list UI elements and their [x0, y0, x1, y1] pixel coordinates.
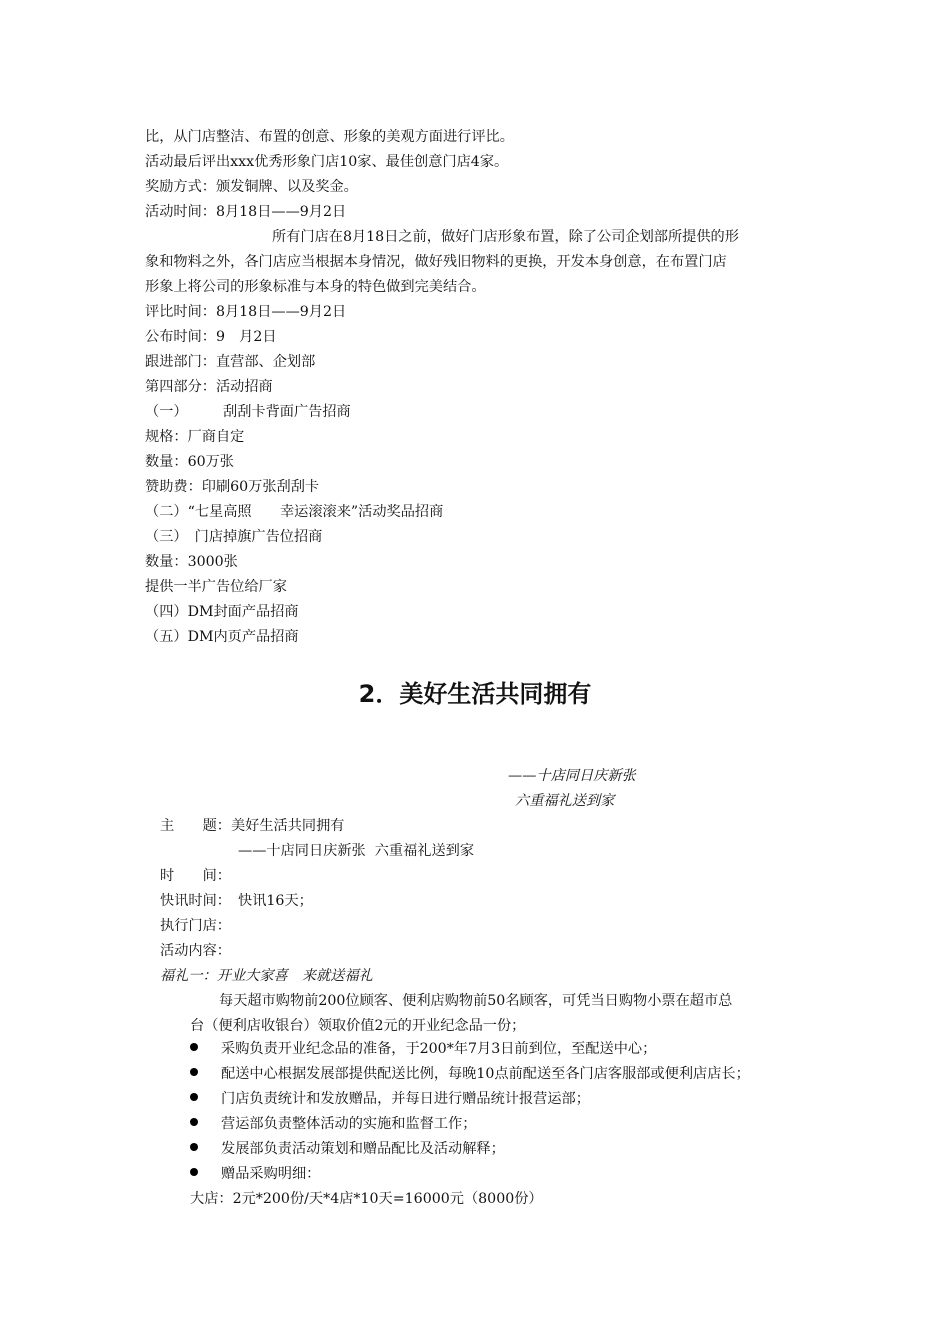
text-line: 规格：厂商自定: [145, 429, 245, 445]
subtitle-line: 六重福礼送到家: [515, 793, 615, 809]
gift-one-paragraph: 每天超市购物前200位顾客、便利店购物前50名顾客，可凭当日购物小票在超市总: [219, 993, 733, 1009]
bullet-item: 门店负责统计和发放赠品，并每日进行赠品统计报营运部；: [221, 1091, 590, 1107]
paragraph-line: 象和物料之外，各门店应当根据本身情况，做好残旧物料的更换，开发本身创意，在布置门店: [145, 254, 727, 270]
bullet-icon: [190, 1068, 198, 1076]
text-line: 数量：3000张: [145, 554, 238, 570]
exec-store-label: 执行门店：: [160, 918, 231, 934]
theme-subtitle: ——十店同日庆新张 六重福礼送到家: [238, 843, 475, 859]
bullet-icon: [190, 1168, 198, 1176]
subtitle-line: ——十店同日庆新张: [508, 768, 636, 784]
gift-one-title: 福礼一：开业大家喜 来就送福礼: [160, 968, 373, 984]
text-line: 活动时间：8月18日——9月2日: [145, 204, 347, 220]
bullet-icon: [190, 1043, 198, 1051]
theme-label: 主 题：美好生活共同拥有: [160, 818, 345, 834]
section-heading: 2．美好生活共同拥有: [358, 680, 592, 708]
text-line: 公布时间：9 月2日: [145, 329, 277, 345]
text-line: 比，从门店整洁、布置的创意、形象的美观方面进行评比。: [145, 129, 514, 145]
bullet-item: 配送中心根据发展部提供配送比例，每晚10点前配送至各门店客服部或便利店店长；: [221, 1066, 750, 1082]
text-line: （二）“七星高照 幸运滚滚来”活动奖品招商: [145, 504, 444, 520]
text-line: 跟进部门：直营部、企划部: [145, 354, 316, 370]
text-line: 活动最后评出xxx优秀形象门店10家、最佳创意门店4家。: [145, 154, 509, 170]
bullet-item: 发展部负责活动策划和赠品配比及活动解释；: [221, 1141, 505, 1157]
text-line: （三） 门店掉旗广告位招商: [145, 529, 323, 545]
bullet-item: 采购负责开业纪念品的准备，于200*年7月3日前到位，至配送中心；: [221, 1041, 657, 1057]
text-line: （四）DM封面产品招商: [145, 604, 299, 620]
flyer-time: 快讯时间： 快讯16天；: [160, 893, 313, 909]
paragraph-first-line: 所有门店在8月18日之前，做好门店形象布置，除了公司企划部所提供的形: [272, 229, 739, 245]
text-line: 赞助费：印刷60万张刮刮卡: [145, 479, 320, 495]
text-line: 奖励方式：颁发铜牌、以及奖金。: [145, 179, 358, 195]
text-line: （一） 刮刮卡背面广告招商: [145, 404, 351, 420]
paragraph-line: 形象上将公司的形象标准与本身的特色做到完美结合。: [145, 279, 486, 295]
text-line: 数量：60万张: [145, 454, 234, 470]
section-title: 第四部分：活动招商: [145, 379, 273, 395]
gift-one-paragraph: 台（便利店收银台）领取价值2元的开业纪念品一份；: [190, 1018, 526, 1034]
bullet-icon: [190, 1143, 198, 1151]
content-label: 活动内容：: [160, 943, 231, 959]
bullet-item: 营运部负责整体活动的实施和监督工作；: [221, 1116, 477, 1132]
text-line: 评比时间：8月18日——9月2日: [145, 304, 347, 320]
bullet-icon: [190, 1118, 198, 1126]
bullet-icon: [190, 1093, 198, 1101]
text-line: （五）DM内页产品招商: [145, 629, 299, 645]
time-label: 时 间：: [160, 868, 231, 884]
text-line: 提供一半广告位给厂家: [145, 579, 287, 595]
big-store-calc: 大店：2元*200份/天*4店*10天=16000元（8000份）: [190, 1191, 543, 1207]
bullet-item: 赠品采购明细：: [221, 1166, 321, 1182]
